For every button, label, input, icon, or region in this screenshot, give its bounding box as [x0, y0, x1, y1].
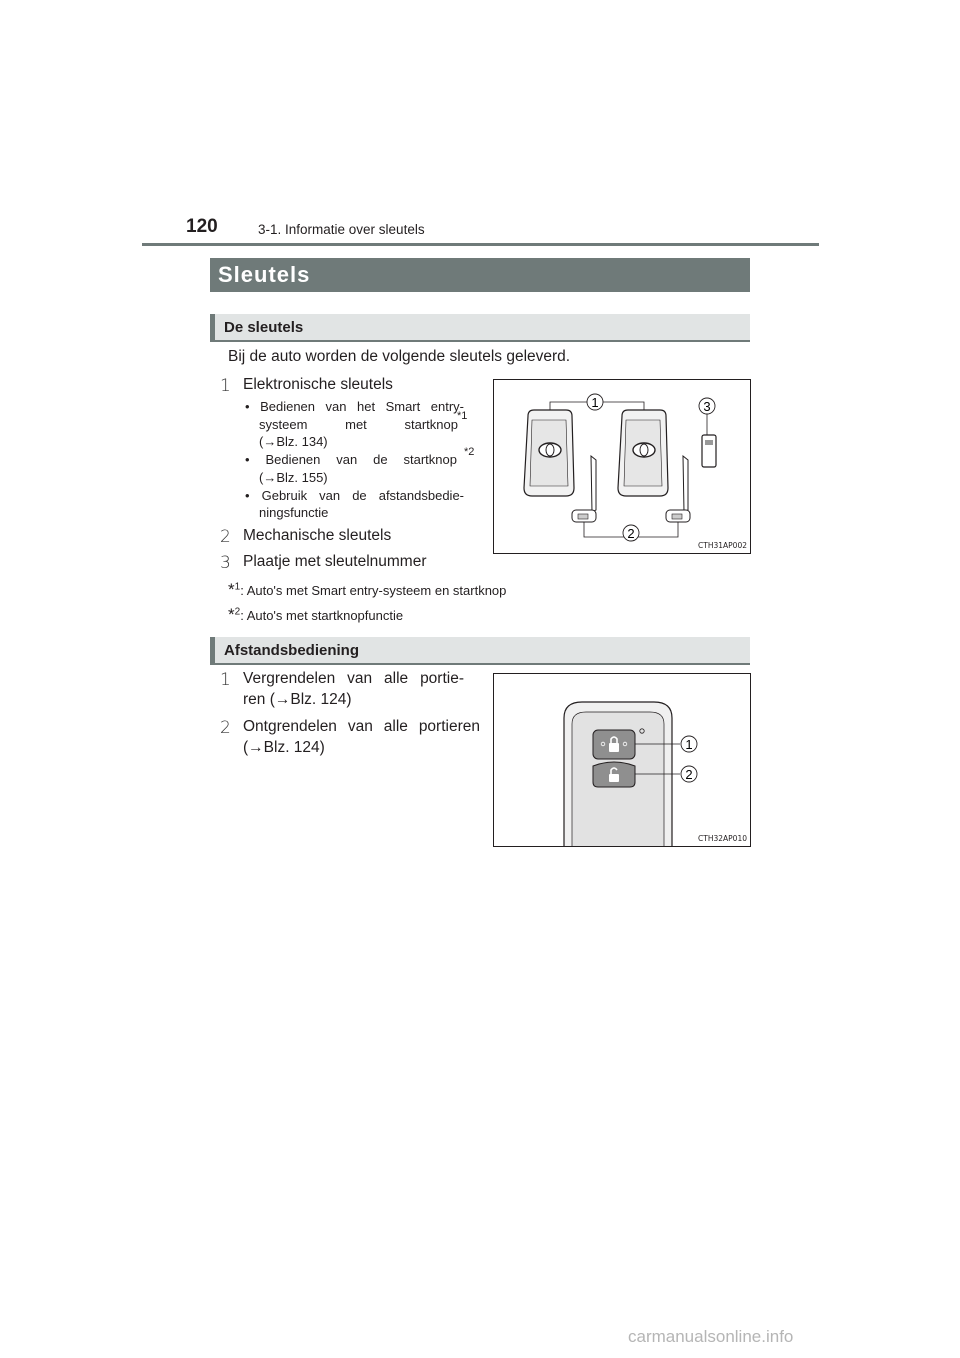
- keys-figure: [493, 379, 751, 554]
- callout-3: 3: [703, 399, 711, 414]
- item-number: 1: [220, 670, 231, 690]
- section-heading-text: Afstandsbediening: [224, 642, 360, 659]
- callout-1: 1: [685, 737, 693, 752]
- item-label: Elektronische sleutels: [243, 376, 393, 393]
- item-label: Vergrendelen van alle portie-: [243, 670, 464, 687]
- footnote-ref: *2: [464, 446, 475, 458]
- callout-1: 1: [591, 395, 599, 410]
- section-heading-remote: [210, 637, 750, 665]
- figure-code: CTH31AP002: [698, 541, 747, 550]
- intro-text: Bij de auto worden de volgende sleutels geleverd.: [228, 348, 571, 365]
- item-label: Mechanische sleutels: [243, 527, 392, 544]
- callout-2: 2: [627, 526, 635, 541]
- bullet-line: (→Blz. 134): [259, 434, 328, 449]
- section-label: 3-1. Informatie over sleutels: [258, 222, 425, 237]
- item-number: 2: [220, 718, 231, 738]
- item-number: 1: [220, 376, 231, 396]
- bullet-line: • Bedienen van de startknop: [245, 452, 457, 467]
- item-label: Plaatje met sleutelnummer: [243, 553, 427, 570]
- footnote: *$^1$: Auto's met Smart entry-systeem en startknop: [228, 580, 507, 599]
- bullet-line: (→Blz. 155): [259, 470, 328, 485]
- keys-illustration: [494, 380, 750, 553]
- watermark: carmanualsonline.info: [628, 1327, 794, 1346]
- bullet-line: systeem met startknop: [259, 417, 458, 432]
- bullet-line: • Bedienen van het Smart entry-: [245, 399, 464, 414]
- remote-figure: [493, 673, 751, 847]
- page-title: Sleutels: [218, 262, 311, 287]
- section-heading-keys: [210, 314, 750, 342]
- item-number: 2: [220, 527, 231, 547]
- item-label: ren (→Blz. 124): [243, 691, 352, 708]
- item-number: 3: [220, 553, 231, 573]
- header-rule: [142, 243, 819, 246]
- footnote-ref: *1: [457, 410, 468, 422]
- figure-code: CTH32AP010: [698, 834, 747, 843]
- bullet-line: ningsfunctie: [259, 505, 329, 520]
- item-label: Ontgrendelen van alle portieren: [243, 718, 480, 735]
- bullet-line: • Gebruik van de afstandsbedie-: [245, 488, 464, 503]
- footnote: *$^2$: Auto's met startknopfunctie: [228, 605, 404, 624]
- item-label: (→Blz. 124): [243, 739, 325, 756]
- remote-illustration: [494, 674, 750, 846]
- callout-2: 2: [685, 767, 693, 782]
- page-number: 120: [186, 216, 218, 237]
- section-heading-text: De sleutels: [224, 319, 304, 336]
